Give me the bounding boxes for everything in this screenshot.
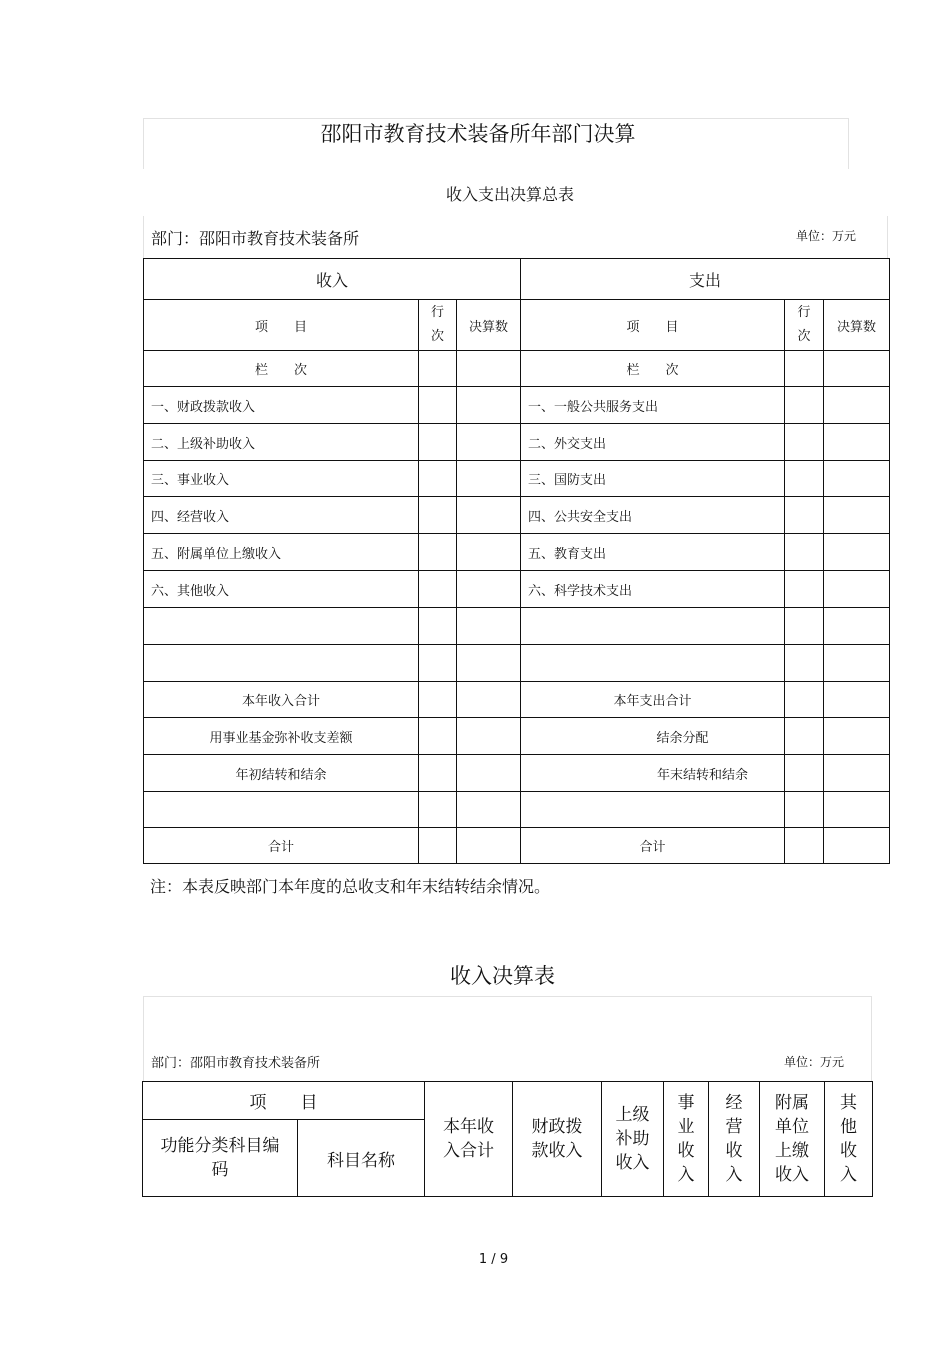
cell: [824, 682, 890, 718]
expense-item: 六、科学技术支出: [521, 571, 785, 608]
income-lanci: 栏 次: [144, 351, 419, 387]
income-item: 二、上级补助收入: [144, 424, 419, 461]
expense-item: 一、一般公共服务支出: [521, 387, 785, 424]
expense-item: 二、外交支出: [521, 424, 785, 461]
table-header-row: [144, 259, 890, 300]
lanci-row: [144, 351, 890, 387]
cell: [824, 571, 890, 608]
operating-header: 经 营 收 入: [709, 1082, 760, 1197]
cell: [824, 755, 890, 792]
cell: [144, 792, 419, 828]
total-right: 合计: [521, 828, 785, 864]
name-header: 科目名称: [298, 1120, 425, 1197]
cell: [419, 424, 457, 461]
cell: [824, 608, 890, 645]
cell: [785, 424, 824, 461]
cell: [785, 792, 824, 828]
cell: [457, 755, 521, 792]
table-row: [144, 461, 890, 497]
cell: [785, 534, 824, 571]
fund-row: [144, 718, 890, 755]
table-note: 注：本表反映部门本年度的总收支和年末结转结余情况。: [150, 877, 551, 896]
fund-offset: 用事业基金弥补收支差额: [144, 718, 419, 755]
cell: [785, 461, 824, 497]
income-amount-header: 决算数: [457, 300, 521, 351]
page-number: 1 / 9: [478, 1252, 509, 1267]
cell: [521, 645, 785, 682]
cell: [785, 828, 824, 864]
cell: [457, 682, 521, 718]
cell: [824, 424, 890, 461]
cell: [824, 718, 890, 755]
cell: [785, 608, 824, 645]
department-label-2: 部门：邵阳市教育技术装备所: [151, 1056, 321, 1071]
expense-item-header: 项 目: [521, 300, 785, 351]
cell: [785, 497, 824, 534]
cell: [457, 351, 521, 387]
item-header: 项 目: [143, 1082, 425, 1120]
cell: [824, 387, 890, 424]
table-row: [144, 424, 890, 461]
expense-amount-header: 决算数: [824, 300, 890, 351]
row-no-bottom: 次: [430, 329, 444, 344]
empty-row: [144, 608, 890, 645]
document-title: 邵阳市教育技术装备所年部门决算: [320, 122, 636, 146]
superior-header: 上级补助收入: [602, 1082, 664, 1197]
cell: [457, 534, 521, 571]
cell: [824, 461, 890, 497]
expense-lanci: 栏 次: [521, 351, 785, 387]
cell: [419, 718, 457, 755]
cell: [785, 755, 824, 792]
row-no-top: 行: [797, 305, 811, 320]
other-header: 其 他 收 入: [825, 1082, 873, 1197]
cell: [785, 387, 824, 424]
cell: [419, 534, 457, 571]
table-row: [144, 534, 890, 571]
affiliated-header: 附属单位上缴收入: [760, 1082, 825, 1197]
cell: [785, 351, 824, 387]
cell: [457, 645, 521, 682]
table-subtitle: 收入支出决算总表: [445, 185, 574, 204]
end-balance: 年末结转和结余: [521, 755, 785, 792]
cell: [457, 461, 521, 497]
income-item: 一、财政拨款收入: [144, 387, 419, 424]
row-no-top: 行: [430, 305, 444, 320]
cell: [824, 828, 890, 864]
year-expense-total: 本年支出合计: [521, 682, 785, 718]
income-item: 四、经营收入: [144, 497, 419, 534]
cell: [419, 387, 457, 424]
department-label: 部门：邵阳市教育技术装备所: [151, 229, 360, 248]
unit-label: 单位：万元: [796, 229, 857, 243]
cell: [144, 645, 419, 682]
cell: [419, 755, 457, 792]
cell: [824, 351, 890, 387]
income-item: 六、其他收入: [144, 571, 419, 608]
business-header: 事 业 收 入: [664, 1082, 709, 1197]
cell: [419, 792, 457, 828]
income-table-title: 收入决算表: [450, 964, 555, 988]
cell: [521, 792, 785, 828]
year-total-row: [144, 682, 890, 718]
income-item: 三、事业收入: [144, 461, 419, 497]
table-row: [144, 497, 890, 534]
expense-header: 支出: [521, 259, 890, 300]
income-header: 收入: [144, 259, 521, 300]
cell: [419, 682, 457, 718]
income-item-header: 项 目: [144, 300, 419, 351]
cell: [824, 792, 890, 828]
expense-item: 三、国防支出: [521, 461, 785, 497]
cell: [785, 718, 824, 755]
cell: [419, 608, 457, 645]
empty-row: [144, 792, 890, 828]
income-item: 五、附属单位上缴收入: [144, 534, 419, 571]
year-income-total: 本年收入合计: [144, 682, 419, 718]
summary-table: [143, 258, 890, 864]
cell: [457, 424, 521, 461]
code-header: 功能分类科目编码: [143, 1120, 298, 1197]
cell: [457, 792, 521, 828]
cell: [824, 645, 890, 682]
surplus-distribution: 结余分配: [521, 718, 785, 755]
cell: [785, 645, 824, 682]
cell: [457, 718, 521, 755]
row-no-bottom: 次: [797, 329, 811, 344]
income-table-header-row: [143, 1082, 873, 1120]
cell: [419, 351, 457, 387]
cell: [785, 571, 824, 608]
column-header-row: [144, 300, 890, 351]
grand-total-row: [144, 828, 890, 864]
cell: [824, 534, 890, 571]
balance-row: [144, 755, 890, 792]
cell: [457, 497, 521, 534]
table-row: [144, 571, 890, 608]
cell: [457, 571, 521, 608]
cell: [419, 497, 457, 534]
cell: [419, 461, 457, 497]
table-row: [144, 387, 890, 424]
empty-row: [144, 645, 890, 682]
begin-balance: 年初结转和结余: [144, 755, 419, 792]
cell: [419, 571, 457, 608]
cell: [457, 608, 521, 645]
fiscal-header: 财政拨款收入: [513, 1082, 602, 1197]
income-table: [142, 1081, 873, 1197]
cell: [785, 682, 824, 718]
expense-item: 五、教育支出: [521, 534, 785, 571]
cell: [457, 387, 521, 424]
cell: [457, 828, 521, 864]
income-row-no-header: [419, 300, 457, 351]
cell: [521, 608, 785, 645]
expense-item: 四、公共安全支出: [521, 497, 785, 534]
year-total-header: 本年收入合计: [425, 1082, 513, 1197]
total-left: 合计: [144, 828, 419, 864]
cell: [144, 608, 419, 645]
cell: [824, 497, 890, 534]
cell: [419, 645, 457, 682]
unit-label-2: 单位：万元: [784, 1055, 845, 1069]
cell: [419, 828, 457, 864]
expense-row-no-header: [785, 300, 824, 351]
